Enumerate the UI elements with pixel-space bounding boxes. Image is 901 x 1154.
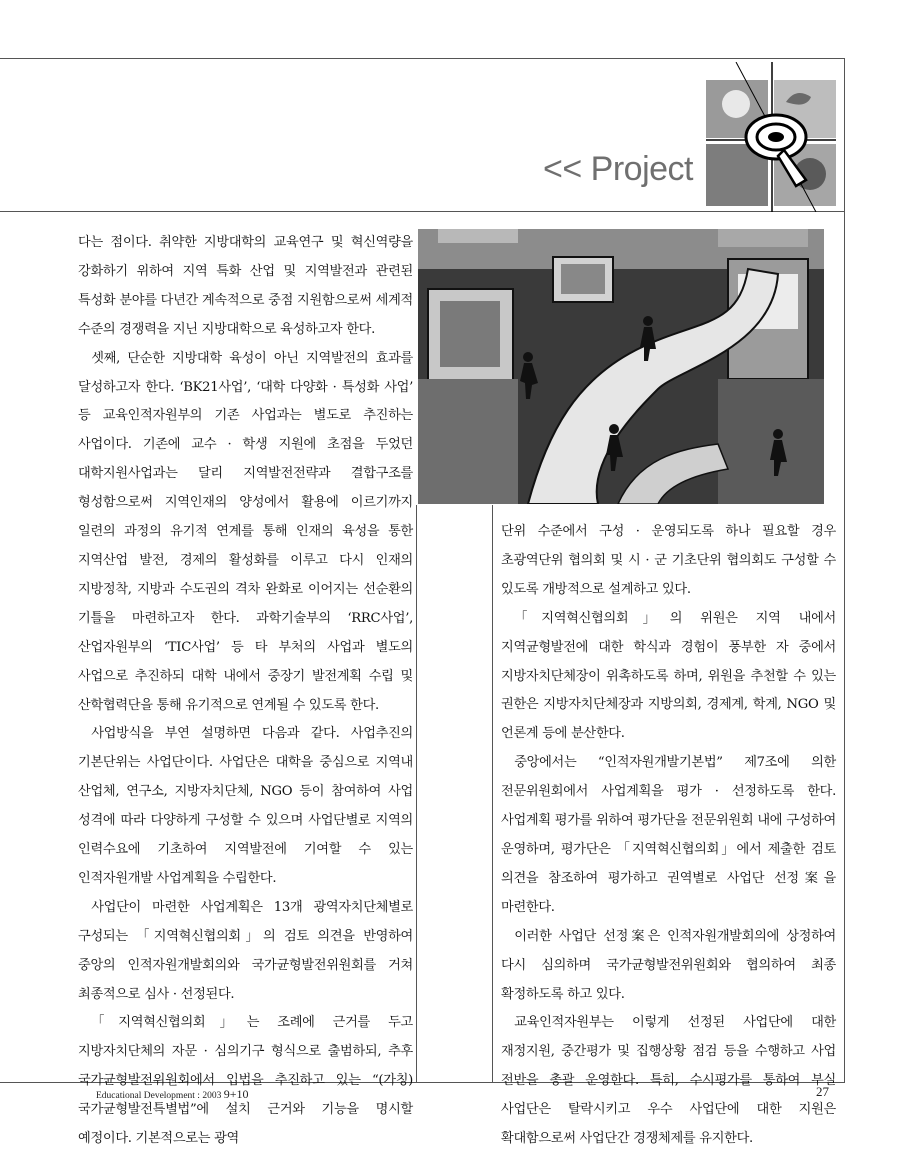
- footer-publication: [96, 1087, 248, 1102]
- left-column: [78, 229, 413, 1154]
- page-number: 27: [816, 1084, 829, 1099]
- right-column: [501, 518, 836, 1154]
- publication-name: Educational Development : 2003: [96, 1091, 222, 1101]
- paragraph: 「지역혁신협의회」는 조례에 근거를 두고 지방자치단체의 자문 · 심의기구 형식으로 출범하되, 추후 국가균형발전위원회에서 입법을 추진하고 있는 “(가칭)국가균형발전특별법”에 설치 근거와 기능을 명시할 예정이다. 기본적으로는 광역: [78, 1015, 413, 1147]
- section-title: << Project: [543, 150, 693, 188]
- paragraph: 교육인적자원부는 이렇게 선정된 사업단에 대한 재정지원, 중간평가 및 집행상황 점검 등을 수행하고 사업 전반을 총괄 운영한다. 특히, 수시평가를 통하여 부실 사업단은 탈락시키고 우수 사업단에 대한 지원은 확대함으로써 사업단간 경쟁체제를 유지한다.: [501, 1015, 836, 1147]
- paragraph: 「지역혁신협의회」의 위원은 지역 내에서 지역균형발전에 대한 학식과 경험이 풍부한 자 중에서 지방자치단체장이 위촉하도록 하며, 위원을 추천할 수 있는 권한은 지방자치단체장과 지방의회, 경제계, 학계, NGO 및 언론계 등에 분산한다.: [501, 610, 836, 742]
- paragraph: 이러한 사업단 선정案은 인적자원개발회의에 상정하여 다시 심의하며 국가균형발전위원회와 협의하여 최종 확정하도록 하고 있다.: [501, 928, 836, 1002]
- paragraph: 단위 수준에서 구성 · 운영되도록 하나 필요할 경우 초광역단위 협의회 및 시 · 군 기초단위 협의회도 구성할 수 있도록 개방적으로 설계하고 있다.: [501, 524, 836, 597]
- column-divider-left: [416, 505, 417, 1082]
- paragraph: 사업단이 마련한 사업계획은 13개 광역자치단체별로 구성되는 「지역혁신협의회」의 검토 의견을 반영하여 중앙의 인적자원개발회의와 국가균형발전위원회를 거쳐 최종적으로 심사 · 선정된다.: [78, 899, 413, 1002]
- paragraph: 중앙에서는 “인적자원개발기본법” 제7조에 의한 전문위원회에서 사업계획을 평가 · 선정하도록 한다. 사업계획 평가를 위하여 평가단을 전문위원회 내에 구성하여 운영하며, 평가단은 「지역혁신협의회」에서 제출한 검토 의견을 참조하여 평가하고 권역별로 사업단 선정案을 마련한다.: [501, 755, 836, 915]
- paragraph: 셋째, 단순한 지방대학 육성이 아닌 지역발전의 효과를 달성하고자 한다. ‘BK21사업’, ‘대학 다양화 · 특성화 사업’ 등 교육인적자원부의 기존 사업과는 별도로 추진하는 사업이다. 기존에 교수 · 학생 지원에 초점을 두었던 대학지원사업과는 달리 지역발전전략과 결합구조를 형성함으로써 지역인재의 양성에서 활용에 이르기까지 일련의 과정의 유기적 연계를 통해 인재의 육성을 통한 지역산업 발전, 경제의 활성화를 이루고 다시 인재의 지방정착, 지방과 수도권의 격차 완화로 이어지는 선순환의 기틀을 마련하고자 한다. 과학기술부의 ‘RRC사업’, 산업자원부의 ‘TIC사업’ 등 타 부처의 사업과 별도의 사업으로 추진하되 대학 내에서 중장기 발전계획 수립 및 산학협력단을 통해 유기적으로 연계될 수 있도록 한다.: [78, 350, 413, 713]
- issue-number: 9+10: [223, 1087, 249, 1101]
- project-logo-icon: [706, 62, 836, 212]
- column-divider-right: [492, 505, 493, 1082]
- illustration-people-walking-on-road-through-computers: [418, 229, 824, 504]
- paragraph: 다는 점이다. 취약한 지방대학의 교육연구 및 혁신역량을 강화하기 위하여 지역 특화 산업 및 지역발전과 관련된 특성화 분야를 다년간 계속적으로 중점 지원함으로써 세계적 수준의 경쟁력을 지닌 지방대학으로 육성하고자 한다.: [78, 235, 413, 337]
- paragraph: 사업방식을 부연 설명하면 다음과 같다. 사업추진의 기본단위는 사업단이다. 사업단은 대학을 중심으로 지역내 산업체, 연구소, 지방자치단체, NGO 등이 참여하여 사업 성격에 따라 다양하게 구성할 수 있으며 사업단별로 지역의 인력수요에 기초하여 지역발전에 기여할 수 있는 인적자원개발 사업계획을 수립한다.: [78, 726, 413, 886]
